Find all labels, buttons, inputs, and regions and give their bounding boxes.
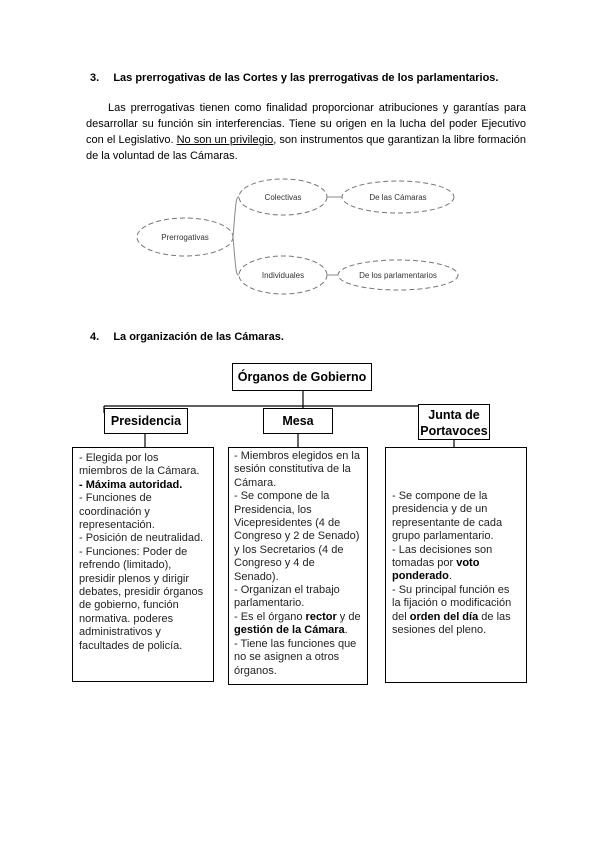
junta-title-line-1: Junta de xyxy=(428,408,480,422)
junta-item-2: - Las decisiones son tomadas por voto ponderado. xyxy=(392,543,493,583)
mesa-title: Mesa xyxy=(282,414,314,428)
mesa-item-2: - Se compone de la Presidencia, los Vicepresidentes (4 de Congreso y 2 de Senado) y los Secretarios (4 de Congreso y 4 de Senado). xyxy=(234,490,360,583)
presidencia-item-4: - Posición de neutralidad. xyxy=(79,532,204,545)
presidencia-item-1: - Elegida por los miembros de la Cámara. xyxy=(79,452,200,478)
junta-title-line-2: Portavoces xyxy=(420,424,488,438)
section-4-title: La organización de las Cámaras. xyxy=(113,331,284,343)
diagram-colectivas-label: Colectivas xyxy=(264,193,302,202)
mesa-item-3: - Organizan el trabajo parlamentario. xyxy=(234,584,340,610)
presidencia-title: Presidencia xyxy=(110,414,182,428)
org-root-box xyxy=(232,363,372,391)
section-4-number: 4. xyxy=(90,331,100,343)
diagram-parlamentarios-label: De los parlamentarios xyxy=(359,271,437,280)
paragraph-underlined-text: No son un privilegio xyxy=(176,134,274,146)
mesa-item-4: - Es el órgano rector y de gestión de la Cámara. xyxy=(234,610,361,637)
presidencia-item-5: - Funciones: Poder de refrendo (limitado), presidir plenos y dirigir debates, presidir órganos de gobierno, función normativa. poderes administrativos y facultades de policía. xyxy=(79,545,204,652)
diagram-root-label: Prerrogativas xyxy=(161,233,209,242)
presidencia-title-box xyxy=(104,408,188,434)
junta-title-box xyxy=(418,404,490,440)
mesa-item-5: - Tiene las funciones que no se asignen a otros órganos. xyxy=(234,637,357,677)
org-root-label: Órganos de Gobierno xyxy=(237,370,367,384)
junta-item-1: - Se compone de la presidencia y de un representante de cada grupo parlamentario. xyxy=(392,490,503,543)
mesa-box xyxy=(228,447,368,685)
diagram-individuales-label: Individuales xyxy=(261,271,305,280)
diagram-camaras-label: De las Cámaras xyxy=(369,193,427,202)
paragraph-text-1: Las prerrogativas tienen como finalidad proporcionar atribuciones y garantías para desarrollar su función sin interferencias. Tiene su origen en la lucha del poder Ejecutivo con el Legislativo. xyxy=(86,102,526,146)
junta-box xyxy=(385,447,527,683)
presidencia-item-2: - Máxima autoridad. xyxy=(79,478,183,491)
junta-item-3: - Su principal función es la fijación o modificación del orden del día de las sesiones del pleno. xyxy=(392,583,512,637)
paragraph-text-2: , son instrumentos que garantizan la libre formación de la voluntad de las Cámaras. xyxy=(86,134,526,162)
mesa-title-box xyxy=(263,408,333,434)
mesa-item-1: - Miembros elegidos en la sesión constitutiva de la Cámara. xyxy=(234,450,360,489)
section-3-number: 3. xyxy=(90,72,100,84)
presidencia-item-3: - Funciones de coordinación y representación. xyxy=(79,492,155,532)
section-3-title: Las prerrogativas de las Cortes y las prerrogativas de los parlamentarios. xyxy=(113,72,499,84)
presidencia-box xyxy=(72,447,214,682)
